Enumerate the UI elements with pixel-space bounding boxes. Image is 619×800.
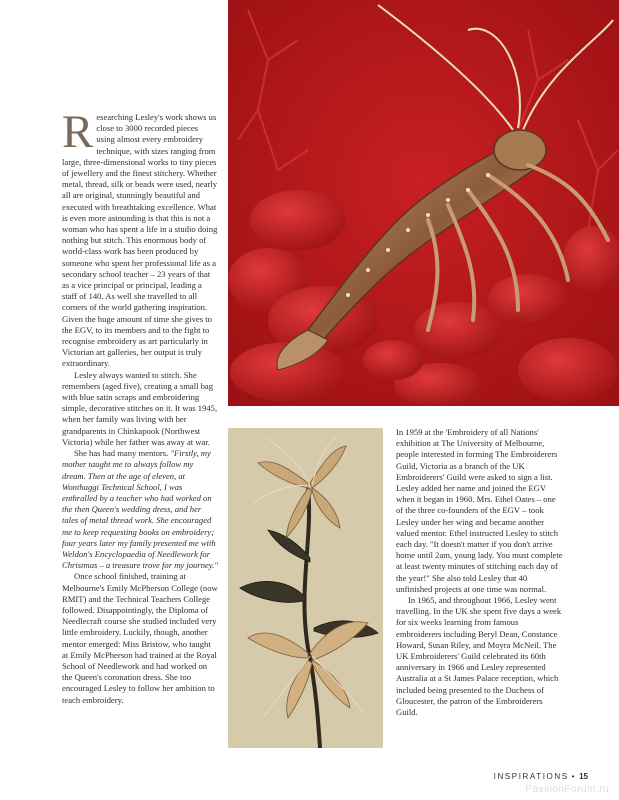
lobster-embroidery-illustration xyxy=(228,0,619,406)
mentors-intro-text: She has had many mentors. xyxy=(74,448,169,459)
intro-paragraph xyxy=(62,106,218,370)
right-text-column xyxy=(396,427,564,718)
training-paragraph: Once school finished, training at Melbourne's Emily McPherson College (now RMIT) and the Technical Teachers College followed. Disappointingly, the Diploma of Needlecraft course she studied included very little embroidery. Luckily, though, another mentor emerged: Miss Bristow, who taught at Emily McPherson had trained at the Royal School of Needlework and had worked on the Queen's coronation dress. She too encouraged Lesley to follow her ambition to teach embroidery. xyxy=(62,571,218,705)
travel-paragraph: In 1965, and throughout 1966, Lesley went travelling. In the UK she spent five days a week for six weeks learning from famous embroiderers including Beryl Dean, Constance Howard, Susan Riley, and Moyra McNeil. The UK Embroiderers' Guild celebrated its 60th anniversary in 1966 and Lesley represented Australia at a St James Palace reception, which included being presented to the Duchess of Gloucester, the patron of the Embroiderers Guild. xyxy=(396,595,562,718)
lobster-embroidery-photo xyxy=(228,0,619,406)
lily-embroidery-photo xyxy=(228,428,383,748)
mentors-quote: "Firstly, my mother taught me to always follow my dream. Then at the age of eleven, at Wonthaggi Technical School, I was enthralled by a teacher who had worked on the then Queen's wedding dress, and her tales of metal thread work. She encouraged me to keep requesting books on embroidery; four years later my family presented me with Weldon's Encyclopaedia of Needlework for Christmas – a treasure trove for my journey." xyxy=(62,448,218,571)
drop-cap: R xyxy=(62,106,94,158)
mentors-paragraph xyxy=(62,448,218,571)
page-number: 15 xyxy=(579,772,588,781)
childhood-paragraph: Lesley always wanted to stitch. She remembers (aged five), creating a small bag with blue satin scraps and embroidering simple, decorative stitches on it. It was 1945, when her family was living with her grandparents in Chinkapook (Northwest Victoria) while her father was away at war. xyxy=(62,369,218,447)
footer-section-name: INSPIRATIONS xyxy=(493,772,569,781)
left-text-column xyxy=(62,106,218,706)
watermark: PassionForum.ru xyxy=(525,784,609,795)
page-footer xyxy=(494,772,588,781)
intro-paragraph-text: esearching Lesley's work shows us close to 3000 recorded pieces using almost every embroidery technique, with sizes ranging from large, three-dimensional works to tiny pieces of jewellery and the finest stitchery. Whether metal, thread, silk or beads were used, nearly all are original, stunningly beautiful and executed with breathtaking excellence. What is even more astounding is that this is not a woman who has spent a life in a studio doing nothing but stitch. This enormous body of world-class work has been produced by someone who spent her professional life as a secondary school teacher – 23 years of that as a vice principal or principal, leading a staff of 140. As well she travelled to all corners of the world gathering inspiration. Given the huge amount of time she gives to the EGV, to its members and to the fight to recognise embroidery as art particularly in Victorian art galleries, her output is truly extraordinary. xyxy=(62,112,218,369)
footer-separator: • xyxy=(571,772,577,781)
egv-paragraph: In 1959 at the 'Embroidery of all Nations' exhibition at The University of Melbourne, people interested in forming The Embroiderers Guild, Victoria as a branch of the UK Embroiderers' Guild were asked to sign a list. Lesley added her name and joined the EGV when it began in 1960. Mrs. Ethel Oates – one of the three co-founders of the EGV – took Lesley under her wing and became another valued mentor. Ethel instructed Lesley to stitch each day. "It doesn't matter if you don't arrive home until 2am, young lady. You must complete at least twenty minutes of stitching each day of the year!" She also told Lesley that 40 unfinished projects at one time was normal. xyxy=(396,427,563,594)
lily-embroidery-illustration xyxy=(228,428,383,748)
